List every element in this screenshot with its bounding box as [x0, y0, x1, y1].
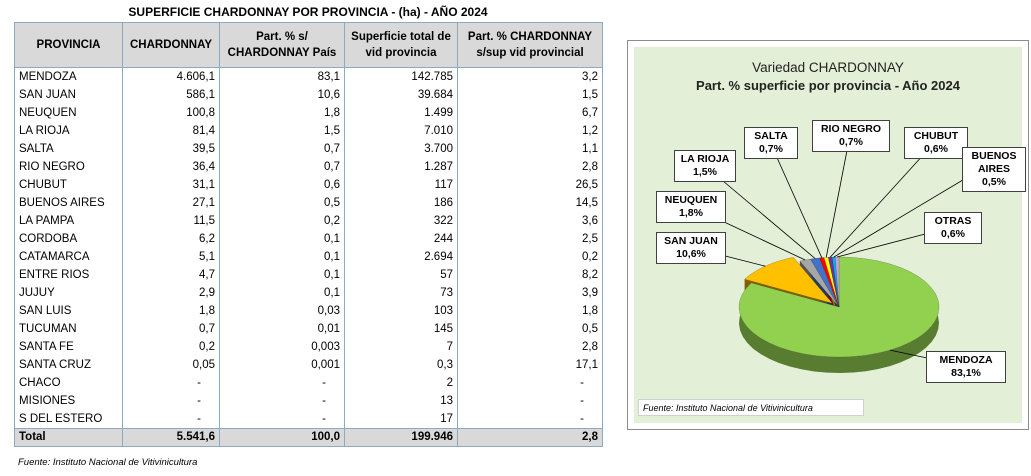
- cell-sup-total: 145: [345, 320, 458, 338]
- cell-sup-total: 1.499: [345, 104, 458, 122]
- pie-label-name: OTRAS: [934, 215, 972, 227]
- table-row: [15, 338, 603, 356]
- table-row: [15, 302, 603, 320]
- table-row: [15, 374, 603, 392]
- cell-part-prov: 2,8: [458, 158, 603, 176]
- table-body: [15, 68, 603, 429]
- cell-chardonnay: 100,8: [123, 104, 220, 122]
- table-row: [15, 104, 603, 122]
- cell-part-prov: -: [458, 410, 603, 429]
- cell-sup-total: 322: [345, 212, 458, 230]
- table-source: Fuente: Instituto Nacional de Vitivinicultura: [18, 457, 198, 468]
- table-total-row: [15, 429, 603, 447]
- cell-chardonnay: 11,5: [123, 212, 220, 230]
- cell-chardonnay: 5,1: [123, 248, 220, 266]
- cell-provincia: RIO NEGRO: [15, 158, 123, 176]
- pie-label-otras: [924, 212, 982, 244]
- cell-chardonnay: 0,7: [123, 320, 220, 338]
- cell-part-pais: 0,003: [220, 338, 345, 356]
- cell-part-prov: 6,7: [458, 104, 603, 122]
- cell-provincia: CATAMARCA: [15, 248, 123, 266]
- cell-part-pais: 10,6: [220, 86, 345, 104]
- cell-sup-total: 73: [345, 284, 458, 302]
- cell-part-prov: 1,1: [458, 140, 603, 158]
- cell-provincia: NEUQUEN: [15, 104, 123, 122]
- total-chardonnay: 5.541,6: [123, 429, 220, 447]
- cell-chardonnay: 4,7: [123, 266, 220, 284]
- cell-sup-total: 244: [345, 230, 458, 248]
- pie-label-san-juan: [656, 232, 726, 264]
- table-row: [15, 266, 603, 284]
- cell-sup-total: 0,3: [345, 356, 458, 374]
- cell-chardonnay: 586,1: [123, 86, 220, 104]
- cell-part-pais: 83,1: [220, 68, 345, 87]
- cell-part-pais: 0,1: [220, 230, 345, 248]
- cell-provincia: LA PAMPA: [15, 212, 123, 230]
- cell-part-prov: -: [458, 392, 603, 410]
- total-label: Total: [15, 429, 123, 447]
- cell-part-pais: 0,2: [220, 212, 345, 230]
- cell-part-pais: 0,1: [220, 266, 345, 284]
- cell-part-pais: 0,7: [220, 158, 345, 176]
- pie-label-neuquen: [656, 191, 726, 223]
- cell-sup-total: 57: [345, 266, 458, 284]
- cell-part-pais: -: [220, 410, 345, 429]
- cell-part-pais: 0,1: [220, 284, 345, 302]
- cell-chardonnay: 0,2: [123, 338, 220, 356]
- cell-provincia: TUCUMAN: [15, 320, 123, 338]
- chart-area: [634, 47, 1022, 423]
- pie-label-name: LA RIOJA: [680, 153, 730, 165]
- pie-label-name: MENDOZA: [939, 354, 993, 366]
- cell-part-pais: 0,1: [220, 248, 345, 266]
- cell-chardonnay: 0,05: [123, 356, 220, 374]
- pie-label-name: SALTA: [754, 130, 788, 142]
- pie-label-name: NEUQUEN: [664, 194, 718, 206]
- cell-chardonnay: 27,1: [123, 194, 220, 212]
- cell-part-prov: 1,5: [458, 86, 603, 104]
- cell-provincia: LA RIOJA: [15, 122, 123, 140]
- table-header-row: [15, 23, 603, 68]
- cell-sup-total: 142.785: [345, 68, 458, 87]
- cell-chardonnay: 39,5: [123, 140, 220, 158]
- table-row: [15, 284, 603, 302]
- pie-label-chubut: [904, 127, 968, 159]
- cell-part-pais: -: [220, 374, 345, 392]
- cell-chardonnay: 6,2: [123, 230, 220, 248]
- cell-part-prov: 2,5: [458, 230, 603, 248]
- cell-chardonnay: -: [123, 410, 220, 429]
- table-row: [15, 392, 603, 410]
- cell-provincia: JUJUY: [15, 284, 123, 302]
- pie-chart-panel: [627, 40, 1029, 430]
- cell-chardonnay: -: [123, 392, 220, 410]
- cell-provincia: CHUBUT: [15, 176, 123, 194]
- table-row: [15, 86, 603, 104]
- cell-provincia: BUENOS AIRES: [15, 194, 123, 212]
- cell-part-pais: 1,5: [220, 122, 345, 140]
- table-row: [15, 194, 603, 212]
- cell-part-pais: 0,01: [220, 320, 345, 338]
- cell-sup-total: 117: [345, 176, 458, 194]
- cell-provincia: MISIONES: [15, 392, 123, 410]
- cell-part-pais: -: [220, 392, 345, 410]
- table-row: [15, 140, 603, 158]
- cell-part-pais: 0,001: [220, 356, 345, 374]
- pie-label-value: 1,5%: [693, 166, 717, 178]
- cell-part-prov: 2,8: [458, 338, 603, 356]
- table-row: [15, 158, 603, 176]
- header-provincia: PROVINCIA: [15, 23, 123, 68]
- cell-chardonnay: 81,4: [123, 122, 220, 140]
- pie-label-name: RIO NEGRO: [820, 123, 882, 135]
- cell-part-prov: 17,1: [458, 356, 603, 374]
- pie-label-value: 0,5%: [982, 176, 1006, 188]
- chart-source: Fuente: Instituto Nacional de Vitivinicultura: [638, 399, 864, 416]
- table-row: [15, 176, 603, 194]
- cell-chardonnay: 36,4: [123, 158, 220, 176]
- cell-sup-total: 13: [345, 392, 458, 410]
- header-sup-total: Superficie total de vid provincia: [345, 23, 458, 68]
- cell-part-prov: 26,5: [458, 176, 603, 194]
- cell-part-pais: 0,7: [220, 140, 345, 158]
- cell-part-prov: 1,8: [458, 302, 603, 320]
- total-part-pais: 100,0: [220, 429, 345, 447]
- cell-part-prov: -: [458, 374, 603, 392]
- cell-part-prov: 8,2: [458, 266, 603, 284]
- pie-label-value: 0,7%: [759, 143, 783, 155]
- cell-sup-total: 17: [345, 410, 458, 429]
- cell-sup-total: 3.700: [345, 140, 458, 158]
- pie-label-la-rioja: [674, 150, 736, 182]
- pie-label-name: CHUBUT: [913, 130, 959, 142]
- chardonnay-table: [14, 22, 603, 447]
- cell-chardonnay: 1,8: [123, 302, 220, 320]
- table-row: [15, 212, 603, 230]
- cell-part-prov: 1,2: [458, 122, 603, 140]
- pie-label-value: 10,6%: [676, 248, 706, 260]
- pie-leader-line: [770, 142, 822, 258]
- cell-part-prov: 3,9: [458, 284, 603, 302]
- cell-provincia: MENDOZA: [15, 68, 123, 87]
- cell-part-pais: 0,5: [220, 194, 345, 212]
- pie-leader-line: [830, 142, 935, 257]
- table-row: [15, 248, 603, 266]
- cell-provincia: S DEL ESTERO: [15, 410, 123, 429]
- cell-part-pais: 1,8: [220, 104, 345, 122]
- pie-label-mendoza: [926, 351, 1006, 383]
- cell-chardonnay: -: [123, 374, 220, 392]
- cell-sup-total: 186: [345, 194, 458, 212]
- cell-sup-total: 2.694: [345, 248, 458, 266]
- cell-provincia: SAN JUAN: [15, 86, 123, 104]
- cell-chardonnay: 31,1: [123, 176, 220, 194]
- pie-label-value: 1,8%: [679, 207, 703, 219]
- cell-sup-total: 7: [345, 338, 458, 356]
- pie-label-name: SAN JUAN: [664, 235, 718, 247]
- table-row: [15, 320, 603, 338]
- cell-part-prov: 3,2: [458, 68, 603, 87]
- cell-sup-total: 7.010: [345, 122, 458, 140]
- cell-sup-total: 103: [345, 302, 458, 320]
- cell-provincia: SAN LUIS: [15, 302, 123, 320]
- header-part-prov: Part. % CHARDONNAY s/sup vid provincial: [458, 23, 603, 68]
- pie-label-buenos-aires: [962, 147, 1026, 192]
- pie-label-value: 0,6%: [941, 228, 965, 240]
- cell-provincia: CHACO: [15, 374, 123, 392]
- cell-provincia: ENTRE RIOS: [15, 266, 123, 284]
- table-row: [15, 410, 603, 429]
- table-row: [15, 122, 603, 140]
- cell-provincia: SANTA FE: [15, 338, 123, 356]
- table-row: [15, 230, 603, 248]
- pie-label-name: AIRES: [977, 163, 1011, 175]
- cell-sup-total: 1.287: [345, 158, 458, 176]
- total-part-prov: 2,8: [458, 429, 603, 447]
- chart-title-line1: Variedad CHARDONNAY: [752, 60, 904, 75]
- cell-part-prov: 0,2: [458, 248, 603, 266]
- total-sup-total: 199.946: [345, 429, 458, 447]
- cell-provincia: CORDOBA: [15, 230, 123, 248]
- cell-part-pais: 0,6: [220, 176, 345, 194]
- chart-title-line2: Part. % superficie por provincia - Año 2024: [696, 78, 960, 93]
- table-title: SUPERFICIE CHARDONNAY POR PROVINCIA - (ha) - AÑO 2024: [128, 5, 488, 19]
- pie-label-rio-negro: [812, 120, 890, 152]
- cell-chardonnay: 2,9: [123, 284, 220, 302]
- pie-label-name: BUENOS: [971, 150, 1017, 162]
- pie-label-value: 0,7%: [839, 136, 863, 148]
- pie-label-value: 83,1%: [951, 367, 981, 379]
- header-part-pais: Part. % s/ CHARDONNAY País: [220, 23, 345, 68]
- chart-title: [634, 59, 1022, 95]
- cell-sup-total: 39.684: [345, 86, 458, 104]
- cell-provincia: SANTA CRUZ: [15, 356, 123, 374]
- cell-part-prov: 14,5: [458, 194, 603, 212]
- pie-label-salta: [744, 127, 798, 159]
- cell-sup-total: 2: [345, 374, 458, 392]
- cell-chardonnay: 4.606,1: [123, 68, 220, 87]
- table-row: [15, 356, 603, 374]
- pie-label-value: 0,6%: [924, 143, 948, 155]
- cell-part-prov: 3,6: [458, 212, 603, 230]
- cell-part-prov: 0,5: [458, 320, 603, 338]
- cell-provincia: SALTA: [15, 140, 123, 158]
- cell-part-pais: 0,03: [220, 302, 345, 320]
- header-chardonnay: CHARDONNAY: [123, 23, 220, 68]
- table-row: [15, 68, 603, 87]
